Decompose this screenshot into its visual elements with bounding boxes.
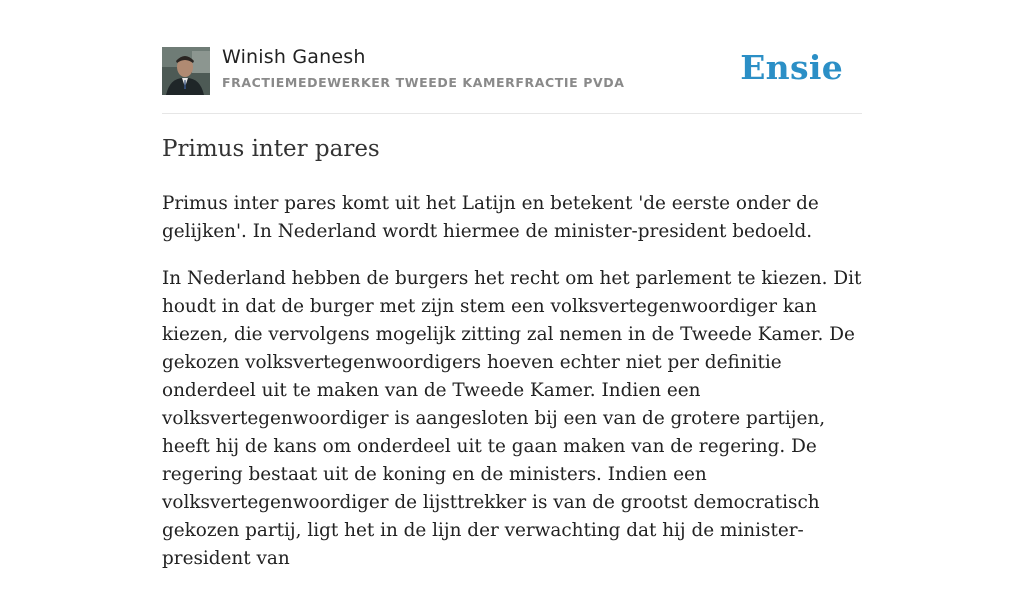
author-header	[162, 46, 862, 96]
header-divider	[162, 113, 862, 114]
article-paragraph: Primus inter pares komt uit het Latijn en betekent 'de eerste onder de gelijken'. In Nederland wordt hiermee de minister-president bedoeld.	[162, 193, 819, 242]
article-paragraph: In Nederland hebben de burgers het recht om het parlement te kiezen. Dit houdt in dat de burger met zijn stem een volksvertegenwoordiger kan kiezen, die vervolgens mogelijk zitting zal nemen in de Tweede Kamer. De gekozen volksvertegenwoordigers hoeven echter niet per definitie onderdeel uit te maken van de Tweede Kamer. Indien een volksvertegenwoordiger is aangesloten bij een van de grotere partijen, heeft hij de kans om onderdeel uit te gaan maken van de regering. De regering bestaat uit de koning en de ministers. Indien een volksvertegenwoordiger de lijsttrekker is van de grootst democratisch gekozen partij, ligt het in de lijn der verwachting dat hij de minister-president van	[162, 268, 862, 569]
author-name[interactable]: Winish Ganesh	[222, 46, 366, 68]
avatar-photo-icon	[162, 47, 210, 95]
ensie-logo[interactable]: Ensie	[740, 48, 843, 87]
article-title: Primus inter pares	[162, 136, 380, 162]
author-role: FRACTIEMEDEWERKER TWEEDE KAMERFRACTIE PVDA	[222, 75, 625, 90]
author-avatar[interactable]	[162, 47, 210, 95]
article-body	[162, 190, 866, 592]
